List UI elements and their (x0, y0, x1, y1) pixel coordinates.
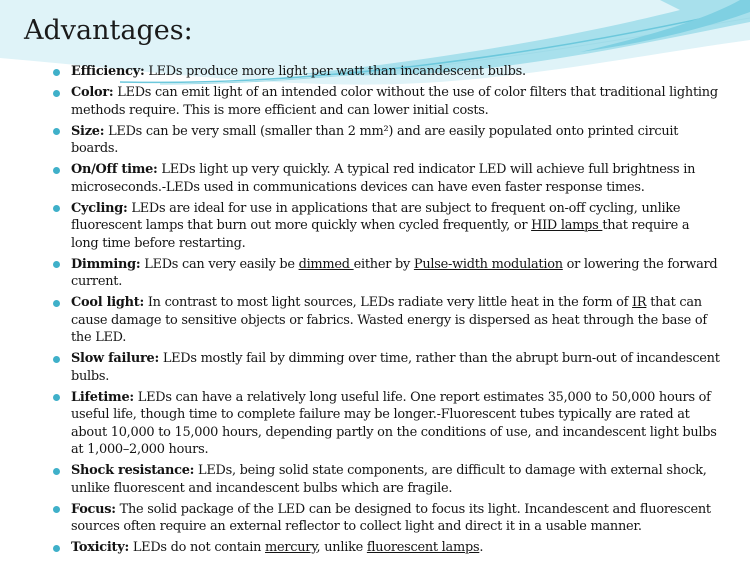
description: LEDs can emit light of an intended color without the use of color filters that traditional lighting methods require. This is more efficient and can lower initial costs. (71, 85, 718, 118)
bullet-text (71, 123, 720, 158)
bullet-text (71, 389, 720, 459)
list-item-on-off-time (0, 161, 750, 196)
ir-link[interactable]: IR (632, 295, 647, 310)
term-label: Lifetime: (71, 389, 134, 405)
term-label: Dimming: (71, 256, 141, 272)
bullet-dot (53, 468, 60, 475)
bullet-dot (53, 90, 60, 97)
bullet-text (71, 501, 720, 536)
list-item-shock-resistance (0, 462, 750, 497)
description: LEDs do not contain (129, 540, 265, 555)
term-label: Size: (71, 123, 105, 139)
term-label: Slow failure: (71, 351, 159, 366)
bullet-text (71, 84, 720, 119)
description: or lowering the forward current. (71, 256, 718, 289)
description: LEDs can have a relatively long useful life. One report estimates 35,000 to 50,000 hours of useful life, though time to complete failure may be longer.-Fluorescent tubes typically are rated at about 10,000 to 15,000 hours, depending partly on the conditions of use, and incandescent light bulbs at 1,000–2,000 hours. (71, 389, 717, 457)
description: LEDs can very easily be (140, 256, 299, 272)
list-item-toxicity (0, 539, 750, 557)
slide-title: Advantages: (24, 15, 193, 46)
fluorescent-lamps-link[interactable]: fluorescent lamps (366, 540, 480, 555)
term-label: Cycling: (71, 200, 128, 216)
bullet-dot (53, 205, 60, 212)
advantages-list (0, 63, 750, 560)
bullet-dot (53, 261, 60, 268)
term-label: Focus: (71, 501, 116, 517)
bullet-text (71, 462, 720, 497)
list-item-color (0, 84, 750, 119)
bullet-text (71, 294, 720, 347)
description: . (479, 540, 484, 555)
bullet-dot (53, 394, 60, 401)
description: either by (353, 256, 414, 272)
bullet-text (71, 539, 720, 557)
description: LEDs mostly fail by dimming over time, rather than the abrupt burn-out of incandescent bulbs. (71, 351, 720, 384)
bullet-text (71, 256, 720, 291)
bullet-dot (53, 167, 60, 174)
description: that require a long time before restarting. (71, 218, 690, 251)
term-label: Cool light: (71, 295, 144, 310)
list-item-cool-light (0, 294, 750, 347)
term-label: Color: (71, 85, 114, 100)
description: The solid package of the LED can be designed to focus its light. Incandescent and fluorescent sources often require an external reflector to collect light and direct it in a usable manner. (71, 501, 711, 534)
list-item-lifetime (0, 389, 750, 459)
term-label: Toxicity: (71, 540, 129, 555)
description: that can cause damage to sensitive objects or fabrics. Wasted energy is dispersed as heat through the base of the LED. (71, 295, 707, 345)
term-label: Efficiency: (71, 64, 145, 79)
dimmed-link[interactable]: dimmed (298, 256, 354, 272)
list-item-efficiency (0, 63, 750, 81)
list-item-dimming (0, 256, 750, 291)
description: LEDs can be very small (smaller than 2 mm²) and are easily populated onto printed circuit boards. (71, 123, 679, 156)
bullet-text (71, 200, 720, 253)
term-label: On/Off time: (71, 162, 158, 177)
description: , unlike (316, 540, 367, 555)
list-item-focus (0, 501, 750, 536)
description: In contrast to most light sources, LEDs radiate very little heat in the form of (143, 295, 633, 310)
bullet-dot (53, 356, 60, 363)
bullet-text (71, 161, 720, 196)
description: LEDs produce more light per watt than incandescent bulbs. (144, 64, 526, 79)
bullet-dot (53, 506, 60, 513)
bullet-dot (53, 69, 60, 76)
term-label: Shock resistance: (71, 463, 195, 478)
description: LEDs light up very quickly. A typical red indicator LED will achieve full brightness in microseconds.-LEDs used in communications devices can have even faster response times. (71, 162, 696, 195)
bullet-dot (53, 300, 60, 307)
hid-lamps-link[interactable]: HID lamps (531, 218, 603, 233)
mercury-link[interactable]: mercury (265, 540, 317, 555)
bullet-text (71, 350, 720, 385)
description: LEDs, being solid state components, are difficult to damage with external shock, unlike fluorescent and incandescent bulbs which are fragile. (71, 463, 707, 496)
list-item-size (0, 123, 750, 158)
bullet-text (71, 63, 720, 81)
bullet-dot (53, 545, 60, 552)
description: LEDs are ideal for use in applications that are subject to frequent on-off cycling, unlike fluorescent lamps that burn out more quickly when cycled frequently, or (71, 200, 681, 233)
list-item-slow-failure (0, 350, 750, 385)
bullet-dot (53, 128, 60, 135)
list-item-cycling (0, 200, 750, 253)
pulse-width-modulation-link[interactable]: Pulse-width modulation (413, 256, 563, 272)
